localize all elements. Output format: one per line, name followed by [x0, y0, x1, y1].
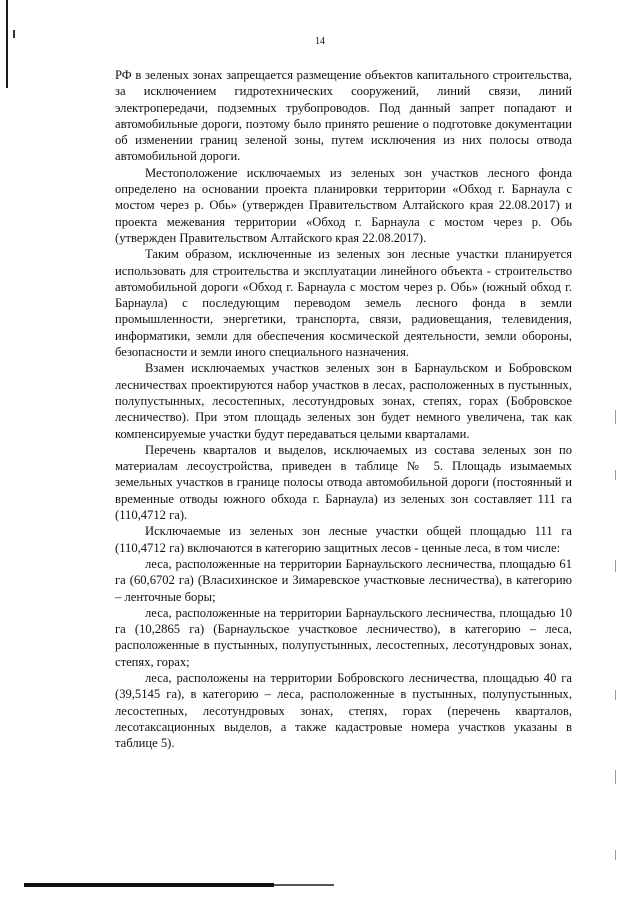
scan-mark — [615, 690, 616, 700]
paragraph: Таким образом, исключенные из зеленых зон лесные участки планируется использовать для строительства и эксплуатации линейного объекта - строительство автомобильной дороги «Обход г. Барнаула с мостом через р. Обь» (южный обход г. Барнаула) с последующим переводом земель лесного фонда в земли промышленности, энергетики, транспорта, связи, радиовещания, телевидения, информатики, земли для обеспечения космической деятельности, земли обороны, безопасности и земли иного специального назначения. — [115, 247, 572, 360]
paragraph: Перечень кварталов и выделов, исключаемых из состава зеленых зон по материалам лесоустройства, приведен в таблице № 5. Площадь изымаемых земельных участков в границе полосы отвода автомобильной дороги (постоянный и временные отводы южного обхода г. Барнаула) из зеленых зон составляет 111 га (110,4712 га). — [115, 442, 572, 523]
paragraph: РФ в зеленых зонах запрещается размещение объектов капитального строительства, за исключением гидротехнических сооружений, линий связи, линий электропередачи, подземных трубопроводов. Под данный запрет попадают и автомобильные дороги, поэтому было принято решение о подготовке документации об изменении границ зеленой зоны, путем исключения из них полосы отвода автомобильной дороги. — [115, 68, 572, 164]
body-text — [115, 67, 572, 751]
list-item: леса, расположенные на территории Барнаульского лесничества, площадью 61 га (60,6702 га) (Власихинское и Зимаревское участковые лесничества), в категорию – ленточные боры; — [115, 556, 572, 604]
list-item: леса, расположенные на территории Барнаульского лесничества, площадью 10 га (10,2865 га) (Барнаульское участковое лесничество), в категорию – леса, расположенные в пустынных, полупустынных, лесостепных, лесотундровых зонах, степях, горах; — [115, 605, 572, 669]
list-item: леса, расположены на территории Бобровского лесничества, площадью 40 га (39,5145 га), в категорию – леса, расположенные в пустынных, полупустынных, лесостепных, лесотундровых зонах, степях, горах (перечень кварталов, лесотаксационных выделов, а также кадастровые номера участков указаны в таблице 5). — [115, 670, 572, 751]
scan-mark — [615, 470, 616, 480]
paragraph: Взамен исключаемых участков зеленых зон в Барнаульском и Бобровском лесничествах проектируются набор участков в лесах, расположенных в пустынных, полупустынных, лесостепных, лесотундровых зонах, степях, горах (Бобровское лесничество). При этом площадь зеленых зон будет немного увеличена, так как компенсируемые участки будут передаваться целыми кварталами. — [115, 361, 572, 441]
scan-bottom-bar-tail — [274, 884, 334, 886]
scan-mark — [615, 410, 616, 424]
scan-mark — [615, 850, 616, 860]
paragraph: Местоположение исключаемых из зеленых зон участков лесного фонда определено на основании проекта планировки территории «Обход г. Барнаула с мостом через р. Обь» (утвержден Правительством Алтайского края 22.08.2017) и проекта межевания территории «Обход г. Барнаула с мостом через р. Обь (утвержден Правительством Алтайского края 22.08.2017). — [115, 165, 572, 245]
scan-mark — [615, 770, 616, 784]
scan-mark — [615, 560, 616, 572]
paragraph: Исключаемые из зеленых зон лесные участки общей площадью 111 га (110,4712 га) включаются в категорию защитных лесов - ценные леса, в том числе: — [115, 524, 572, 555]
scan-binding-marks — [614, 0, 618, 905]
page-number: 14 — [315, 36, 325, 47]
scan-bottom-bar — [24, 883, 274, 887]
